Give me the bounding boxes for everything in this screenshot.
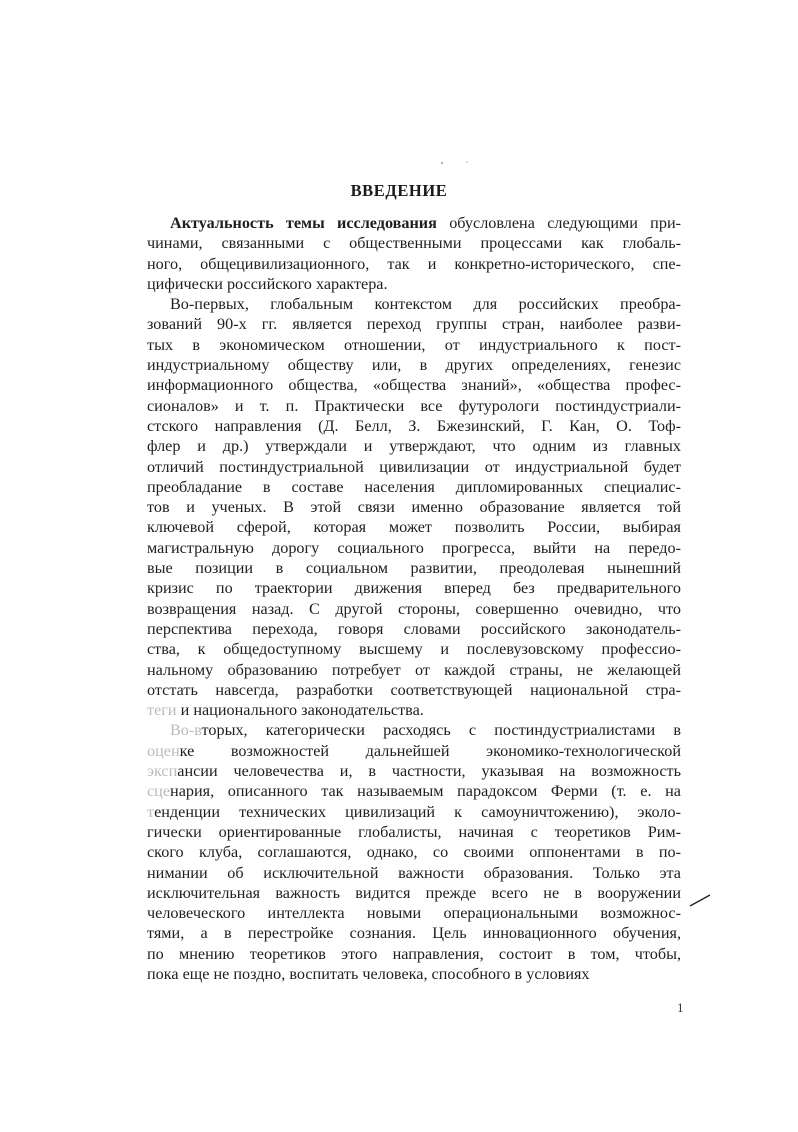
line-text: гически ориентированные глобалисты, начиная с теоретиков Рим- <box>147 822 681 841</box>
page-number: 1 <box>677 1000 684 1015</box>
text-line <box>147 639 681 659</box>
line-text: преобладание в составе населения дипломированных специалис- <box>147 477 681 496</box>
line-text: нимании об исключительной важности образования. Только эта <box>147 863 681 882</box>
bold-term: Актуальность темы исследования <box>170 214 437 232</box>
text-line <box>147 375 681 395</box>
faded-text: теги <box>147 701 177 720</box>
text-line <box>147 822 681 842</box>
line-text: енденции технических цивилизаций к самоуничтожению), эколо- <box>154 802 681 821</box>
line-text: флер и др.) утверждали и утверждают, что одним из главных <box>147 437 681 456</box>
text-line <box>147 923 681 943</box>
text-line <box>147 497 681 517</box>
line-text: нальному образованию потребует от каждой страны, не желающей <box>147 660 681 679</box>
line-text: перспектива перехода, говоря словами российского законодатель- <box>147 619 681 638</box>
text-line <box>147 700 681 720</box>
paragraph <box>147 213 681 294</box>
faded-text: сце <box>147 782 171 801</box>
line-text: человеческого интеллекта новыми операциональными возможнос- <box>147 904 681 923</box>
text-line <box>147 477 681 497</box>
text-line <box>147 396 681 416</box>
line-text: ства, к общедоступному высшему и послевузовскому профессио- <box>147 640 681 659</box>
text-line <box>147 558 681 578</box>
faded-text: оцен <box>147 741 180 760</box>
text-line <box>147 680 681 700</box>
line-text: обусловлена следующими при- <box>436 214 681 232</box>
text-line <box>147 761 681 781</box>
section-heading: ВВЕДЕНИЕ <box>350 181 448 200</box>
text-line <box>147 619 681 639</box>
line-text: отстать навсегда, разработки соответствующей национальной стра- <box>147 680 681 699</box>
line-text: цифически российского характера. <box>147 274 388 293</box>
line-text: индустриальному обществу или, в других определениях, генезис <box>147 356 681 375</box>
line-text: вые позиции в социальном развитии, преодолевая нынешний <box>147 559 681 578</box>
text-line <box>147 538 681 558</box>
line-text: ключевой сферой, которая может позволить России, выбирая <box>147 518 681 537</box>
line-text: отличий постиндустриальной цивилизации от индустриальной будет <box>147 457 681 476</box>
line-text: тых в экономическом отношении, от индустриального к пост- <box>147 335 681 354</box>
text-line <box>147 416 681 436</box>
line-text: ского клуба, соглашаются, однако, со своими оппонентами в по- <box>147 843 681 862</box>
text-line <box>147 213 681 233</box>
text-line <box>147 436 681 456</box>
text-line <box>147 335 681 355</box>
text-line <box>147 944 681 964</box>
body-text <box>147 213 681 984</box>
text-line <box>147 802 681 822</box>
pen-mark-icon <box>689 894 711 908</box>
line-text: ансии человечества и, в частности, указывая на возможность <box>177 762 681 781</box>
scan-speck <box>441 162 443 164</box>
text-line <box>147 863 681 883</box>
line-text: по мнению теоретиков этого направления, состоит в том, чтобы, <box>147 944 681 963</box>
line-text: чинами, связанными с общественными процессами как глобаль- <box>147 234 681 253</box>
line-text: сионалов» и т. п. Практически все футурологи постиндустриали- <box>147 396 681 415</box>
text-line <box>147 741 681 761</box>
text-line <box>147 578 681 598</box>
text-line <box>147 254 681 274</box>
text-line <box>147 842 681 862</box>
line-text: стского направления (Д. Белл, З. Бжезинский, Г. Кан, О. Тоф- <box>147 416 681 435</box>
text-line <box>147 274 681 294</box>
text-line <box>147 457 681 477</box>
line-text: тями, а в перестройке сознания. Цель инновационного обучения, <box>147 924 681 943</box>
text-line <box>147 883 681 903</box>
line-text: информационного общества, «общества знаний», «общества профес- <box>147 376 681 395</box>
paragraph <box>147 720 681 984</box>
faded-text: эксп <box>147 762 178 781</box>
line-text: кризис по траектории движения вперед без предварительного <box>147 579 681 598</box>
line-text: ного, общецивилизационного, так и конкретно-исторического, спе- <box>147 254 681 273</box>
text-line <box>147 720 681 740</box>
scan-speck <box>466 161 468 163</box>
text-line <box>147 517 681 537</box>
line-text: магистральную дорогу социального прогресса, выйти на передо- <box>147 538 681 557</box>
line-text: торых, категорически расходясь с постиндустриалистами в <box>201 721 681 740</box>
text-line <box>147 964 681 984</box>
line-text: и национального законодательства. <box>176 701 424 720</box>
text-line <box>147 314 681 334</box>
line-text: возвращения назад. С другой стороны, совершенно очевидно, что <box>147 599 681 618</box>
text-line <box>147 294 681 314</box>
line-text: Во-первых, глобальным контекстом для российских преобра- <box>170 295 681 314</box>
text-line <box>147 903 681 923</box>
line-text: нария, описанного так называемым парадоксом Ферми (т. е. на <box>170 782 681 801</box>
text-line <box>147 781 681 801</box>
line-text: пока еще не поздно, воспитать человека, способного в условиях <box>147 964 590 983</box>
line-text: ке возможностей дальнейшей экономико-технологической <box>179 741 681 760</box>
line-text: исключительная важность видится прежде всего не в вооружении <box>147 883 681 902</box>
paragraph <box>147 294 681 720</box>
line-text: тов и ученых. В этой связи именно образование является той <box>147 498 681 517</box>
line-text: зований 90-х гг. является переход группы стран, наиболее разви- <box>147 315 681 334</box>
text-line <box>147 599 681 619</box>
text-line <box>147 355 681 375</box>
faded-text: т <box>147 802 155 821</box>
faded-text: Во-в <box>170 721 202 740</box>
text-line <box>147 233 681 253</box>
text-line <box>147 660 681 680</box>
